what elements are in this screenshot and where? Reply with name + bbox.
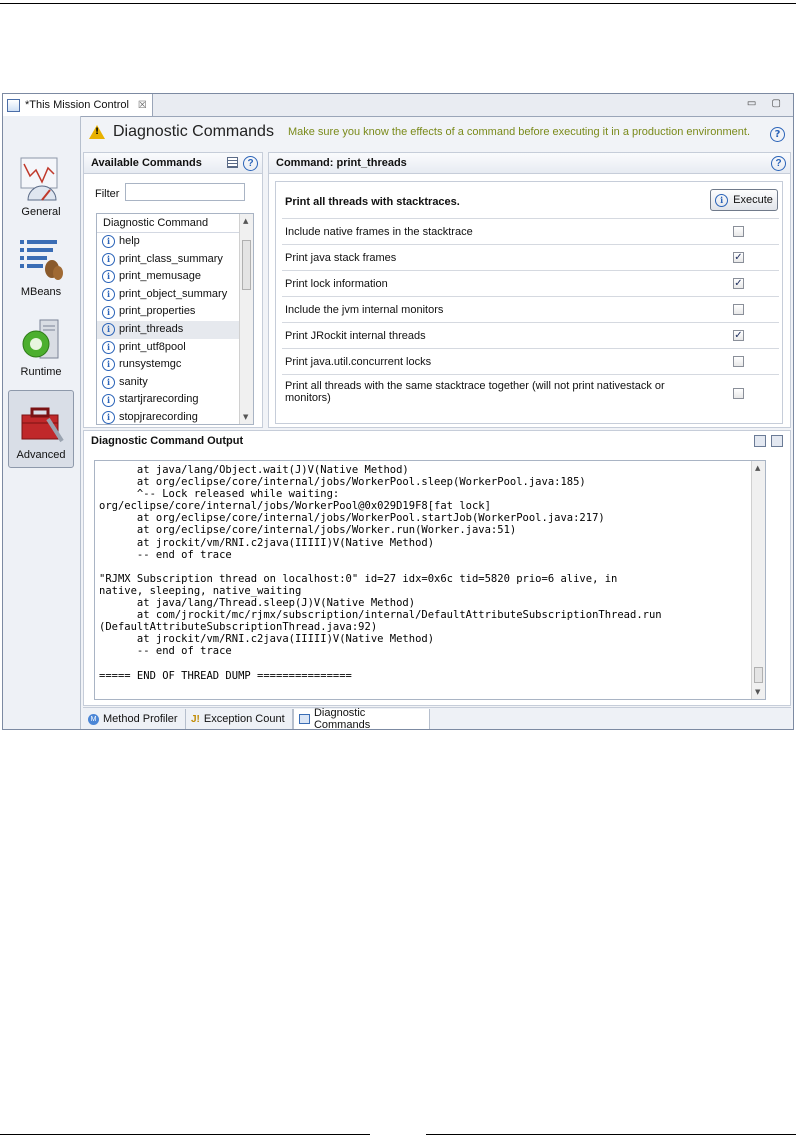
runtime-server-icon [18,316,64,362]
output-line: -- end of trace [99,645,232,658]
output-scrollbar[interactable] [751,461,765,699]
mission-control-window [2,93,794,730]
output-line: org/eclipse/core/internal/jobs/WorkerPool@0x029D19F8[fat lock] [99,500,491,513]
execute-label: Execute [733,194,773,206]
tab-label: Diagnostic Commands [313,707,371,730]
sidebar-item-label: Runtime [20,366,62,378]
option-checkbox[interactable] [733,388,744,399]
filter-input[interactable] [125,183,245,201]
warning-icon: ! [89,125,105,139]
output-line: at org/eclipse/core/internal/jobs/WorkerPool.startJob(WorkerPool.java:217) [99,512,605,525]
info-icon: i [102,394,115,407]
command-name: help [119,235,140,247]
warning-note: Make sure you know the effects of a command before executing it in a production environment. [287,126,751,138]
option-checkbox[interactable]: ✓ [734,330,743,341]
output-line: ===== END OF THREAD DUMP =============== [99,669,352,682]
output-line [95,658,765,670]
info-icon: i [102,306,115,319]
command-list-item[interactable] [97,268,253,286]
command-title: Command: print_threads [276,157,407,169]
output-line: native, sleeping, native_waiting [99,584,302,597]
info-icon: i [102,270,115,283]
sidebar-item-general[interactable] [8,148,74,226]
close-icon[interactable]: ☒ [137,99,147,111]
scroll-down-icon[interactable]: ▼ [243,413,249,421]
output-line: at com/jrockit/mc/rjmx/subscription/internal/DefaultAttributeSubscriptionThread.run [99,609,662,622]
mission-control-icon [7,99,20,112]
editor-tab-bar [3,94,793,117]
option-label: Print JRockit internal threads [285,330,426,342]
option-checkbox[interactable]: ✓ [734,278,743,289]
command-name: stopjrarecording [119,410,198,423]
available-commands-title: Available Commands [91,157,202,169]
command-list-item[interactable] [97,391,253,409]
page-header [83,120,791,144]
option-row [282,322,779,348]
command-name: print_properties [119,305,196,318]
sidebar-item-label: Advanced [16,449,66,461]
command-name: runsystemgc [119,358,182,371]
output-line: at jrockit/vm/RNI.c2java(IIIII)V(Native Method) [99,633,435,646]
method-profiler-icon: M [88,714,99,725]
command-panel [268,152,791,428]
command-list-item[interactable] [97,339,253,357]
output-line: ^-- Lock released while waiting: [99,488,340,501]
command-name: print_memusage [119,270,201,283]
page-top-rule [0,3,796,4]
command-list-item[interactable] [97,356,253,374]
scrollbar-thumb[interactable] [242,240,251,290]
command-options-box [275,181,783,424]
output-header [84,431,790,451]
command-list-item[interactable] [97,303,253,321]
toolbox-icon [18,399,64,445]
output-line: at java/lang/Object.wait(J)V(Native Method) [99,464,409,476]
option-label: Include native frames in the stacktrace [285,226,473,238]
option-row [282,244,779,270]
command-list-header[interactable]: Diagnostic Command [97,214,253,233]
option-label: Print java stack frames [285,252,397,264]
command-list[interactable] [96,213,254,425]
sidebar-item-runtime[interactable] [8,308,74,386]
editor-tab-title: *This Mission Control [25,99,129,111]
clear-output-icon[interactable] [754,435,766,447]
option-label: Print lock information [285,278,388,290]
option-row [282,270,779,296]
tab-label: Method Profiler [103,713,178,725]
option-label: Print java.util.concurrent locks [285,356,432,368]
option-checkbox[interactable]: ✓ [734,252,743,263]
info-icon: i [102,253,115,266]
info-icon: i [102,376,115,389]
table-settings-icon[interactable] [227,157,238,168]
command-name: print_object_summary [119,287,228,300]
help-icon[interactable]: ? [771,156,786,171]
command-panel-header [269,153,790,174]
option-checkbox[interactable] [733,226,744,237]
command-list-item[interactable] [97,286,253,304]
available-commands-header [84,153,262,174]
sidebar-item-label: General [21,206,61,218]
sidebar-item-advanced[interactable] [8,390,74,468]
command-list-item[interactable] [97,251,253,269]
filter-label: Filter [95,188,120,200]
execute-button[interactable] [710,189,778,211]
command-list-scrollbar[interactable] [239,214,253,424]
mbeans-icon [18,236,64,282]
command-name: print_class_summary [119,252,223,265]
output-line: at org/eclipse/core/internal/jobs/WorkerPool.sleep(WorkerPool.java:185) [99,476,586,489]
help-icon[interactable]: ? [243,156,258,171]
option-checkbox[interactable] [733,304,744,315]
scroll-up-icon[interactable]: ▲ [755,464,761,472]
scroll-up-icon[interactable]: ▲ [243,217,249,225]
option-label: Print all threads with the same stacktrace together (will not print nativestack or monitors) [285,380,665,404]
tab-label: Exception Count [203,713,285,725]
option-row [282,218,779,244]
info-icon: i [715,194,728,207]
sidebar-item-label: MBeans [20,286,62,298]
info-icon: i [102,235,115,248]
command-name: sanity [119,375,148,388]
copy-output-icon[interactable] [771,435,783,447]
option-label: Include the jvm internal monitors [285,304,444,316]
info-icon: i [102,288,115,301]
footer-rule-left [0,1134,370,1135]
chart-gauge-icon [18,156,64,202]
help-icon[interactable]: ? [770,127,785,142]
tab-exception-count[interactable] [186,709,293,729]
output-line: "RJMX Subscription thread on localhost:0" id=27 idx=0x6c tid=5820 prio=6 alive, in [99,572,618,585]
option-row [282,296,779,322]
command-name: print_threads [119,322,184,335]
sidebar [3,116,81,729]
diagnostic-commands-icon [299,714,310,724]
footer-rule-right [426,1134,796,1135]
output-line: -- end of trace [99,548,232,561]
exception-count-icon: J! [191,713,200,725]
available-commands-panel [83,152,263,428]
output-panel [83,430,791,706]
option-row [282,374,779,412]
output-line: (DefaultAttributeSubscriptionThread.java:92) [99,621,378,634]
output-text-area[interactable] [94,460,766,700]
sidebar-item-mbeans[interactable] [8,228,74,306]
command-name: startjrarecording [119,393,199,406]
info-icon: i [102,411,115,424]
output-line [95,561,765,573]
command-description: Print all threads with stacktraces. [285,196,460,208]
tab-method-profiler[interactable] [83,709,186,729]
tab-diagnostic-commands[interactable] [293,709,430,729]
info-icon: i [102,341,115,354]
command-list-item[interactable] [97,374,253,392]
scrollbar-thumb[interactable] [754,667,763,683]
command-list-item[interactable] [97,321,253,339]
bottom-tab-bar [83,707,791,730]
info-icon: i [102,358,115,371]
output-title: Diagnostic Command Output [91,435,244,447]
option-checkbox[interactable] [733,356,744,367]
output-line: at java/lang/Thread.sleep(J)V(Native Method) [99,597,416,610]
command-list-item[interactable] [97,233,253,251]
command-name: print_utf8pool [119,340,186,353]
option-row [282,348,779,374]
page-title: Diagnostic Commands [113,123,274,140]
window-controls[interactable]: ▭ ▢ [746,98,787,109]
info-icon: i [102,323,115,336]
output-line: at jrockit/vm/RNI.c2java(IIIII)V(Native Method) [99,536,435,549]
command-list-item[interactable] [97,409,253,425]
output-line: at org/eclipse/core/internal/jobs/Worker.run(Worker.java:51) [99,524,517,537]
scroll-down-icon[interactable]: ▼ [755,688,761,696]
editor-tab[interactable] [3,94,153,116]
